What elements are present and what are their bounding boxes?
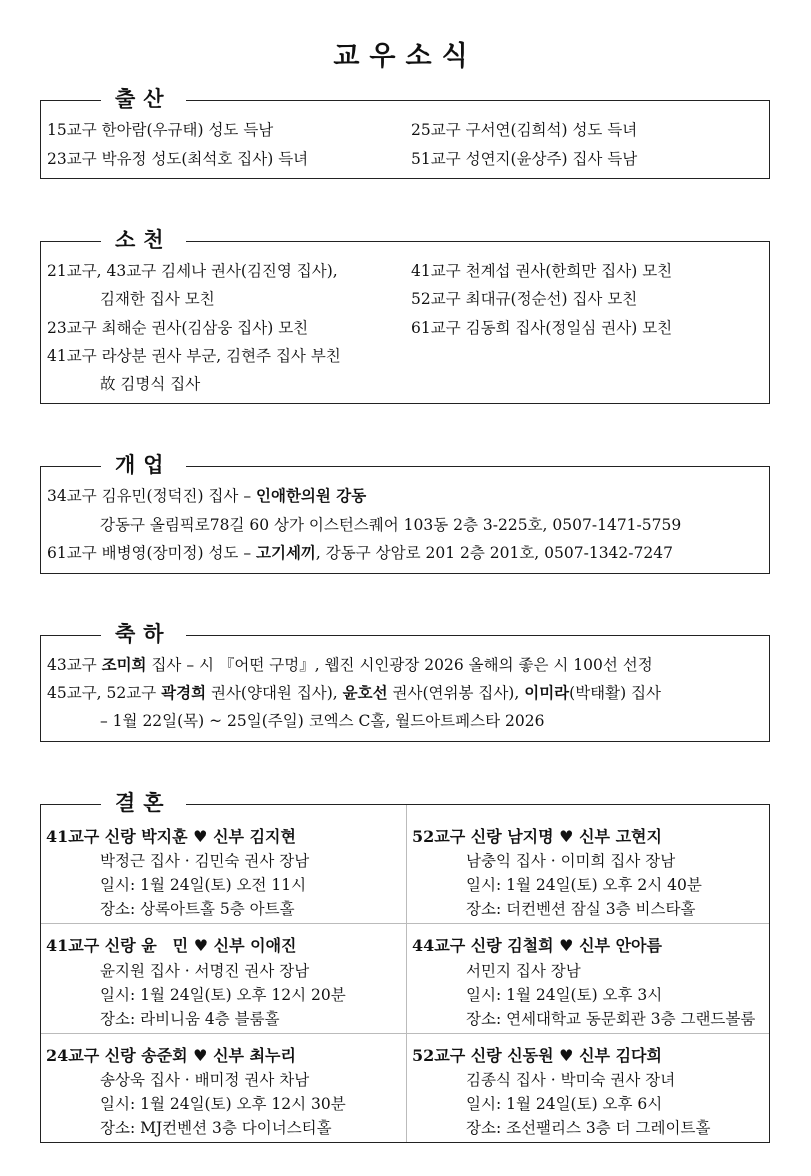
wedding-couple: 41교구 신랑 윤 민 ♥ 신부 이애진: [46, 936, 297, 955]
wedding-place: 장소: 더컨벤션 잠실 3층 비스타홀: [466, 900, 696, 918]
wedding-card: [406, 923, 771, 1033]
wedding-card: [41, 805, 406, 923]
birth-item: 23교구 박유정 성도(최석호 집사) 득녀: [47, 150, 309, 168]
wedding-parents: 윤지원 집사 · 서명진 권사 장남: [100, 962, 310, 980]
wedding-place: 장소: 조선팰리스 3층 더 그레이트홀: [466, 1119, 711, 1137]
wedding-couple: 24교구 신랑 송준회 ♥ 신부 최누리: [46, 1046, 296, 1065]
wedding-place: 장소: MJ컨벤션 3층 다이너스티홀: [100, 1119, 332, 1137]
funeral-item: 52교구 최대규(정순선) 집사 모친: [411, 290, 638, 308]
congrats-line: [47, 655, 653, 675]
wedding-parents: 남충익 집사 · 이미희 집사 장남: [466, 852, 676, 870]
opening-address: 강동구 올림픽로78길 60 상가 이스턴스퀘어 103동 2층 3-225호, 0507-1471-5759: [100, 516, 682, 534]
congrats-text: 권사(양대원 집사),: [206, 684, 343, 702]
birth-section: [40, 86, 770, 179]
funeral-heading: 소천: [101, 226, 186, 254]
wedding-card: [41, 923, 406, 1033]
wedding-parents: 박정근 집사 · 김민숙 권사 장남: [100, 852, 310, 870]
congrats-line: [47, 683, 661, 703]
congrats-name: 이미라: [524, 683, 570, 702]
funeral-item: 23교구 최해순 권사(김삼웅 집사) 모친: [47, 319, 309, 337]
congrats-name: 곽경희: [161, 683, 207, 702]
wedding-date: 일시: 1월 24일(토) 오후 6시: [466, 1095, 663, 1113]
wedding-place: 장소: 연세대학교 동문회관 3층 그랜드볼룸: [466, 1010, 756, 1028]
wedding-date: 일시: 1월 24일(토) 오후 12시 20분: [100, 986, 346, 1004]
congrats-section: [40, 621, 770, 742]
birth-heading: 출산: [101, 85, 186, 113]
wedding-couple: 52교구 신랑 신동원 ♥ 신부 김다희: [412, 1046, 662, 1065]
congrats-text: (박태활) 집사: [569, 684, 662, 702]
congrats-heading: 축하: [101, 620, 186, 648]
congrats-text: 집사 – 시 『어떤 구멍』, 웹진 시인광장 2026 올해의 좋은 시 100선 선정: [146, 656, 653, 674]
congrats-name: 윤호선: [342, 683, 388, 702]
opening-text: , 강동구 상암로 201 2층 201호, 0507-1342-7247: [315, 544, 673, 562]
funeral-item: 故 김명식 집사: [100, 375, 201, 393]
opening-section: [40, 452, 770, 574]
congrats-text: 권사(연위봉 집사),: [387, 684, 525, 702]
congrats-line: – 1월 22일(목) ~ 25일(주일) 코엑스 C홀, 월드아트페스타 2026: [100, 712, 545, 730]
funeral-item: 41교구 천계섭 권사(한희만 집사) 모친: [411, 262, 673, 280]
funeral-item: 21교구, 43교구 김세나 권사(김진영 집사),: [47, 262, 338, 280]
wedding-couple: 44교구 신랑 김철희 ♥ 신부 안아름: [412, 936, 662, 955]
wedding-couple: 41교구 신랑 박지훈 ♥ 신부 김지현: [46, 827, 296, 846]
wedding-parents: 서민지 집사 장남: [466, 962, 581, 980]
wedding-date: 일시: 1월 24일(토) 오후 12시 30분: [100, 1095, 346, 1113]
congrats-text: 43교구: [47, 656, 102, 674]
congrats-text: 45교구, 52교구: [47, 684, 162, 702]
opening-text: 61교구 배병영(장미정) 성도 –: [47, 544, 257, 562]
business-name: 인애한의원 강동: [256, 486, 367, 505]
funeral-item: 김재한 집사 모친: [100, 290, 215, 308]
wedding-place: 장소: 라비니움 4층 블룸홀: [100, 1010, 280, 1028]
birth-item: 51교구 성연지(윤상주) 집사 득남: [411, 150, 638, 168]
funeral-item: 41교구 라상분 권사 부군, 김현주 집사 부친: [47, 347, 341, 365]
business-name: 고기세끼: [256, 543, 316, 562]
wedding-heading: 결혼: [101, 789, 186, 817]
wedding-date: 일시: 1월 24일(토) 오전 11시: [100, 876, 307, 894]
page-title: 교우소식: [333, 41, 478, 72]
birth-item: 25교구 구서연(김희석) 성도 득녀: [411, 121, 638, 139]
opening-line: [47, 543, 673, 563]
opening-line: [47, 486, 366, 506]
congrats-name: 조미희: [101, 655, 147, 674]
opening-heading: 개업: [101, 451, 186, 479]
funeral-item: 61교구 김동희 집사(정일심 권사) 모친: [411, 319, 673, 337]
wedding-couple: 52교구 신랑 남지명 ♥ 신부 고현지: [412, 827, 662, 846]
wedding-place: 장소: 상록아트홀 5층 아트홀: [100, 900, 295, 918]
wedding-parents: 송상욱 집사 · 배미정 권사 차남: [100, 1071, 310, 1089]
wedding-parents: 김종식 집사 · 박미숙 권사 장녀: [466, 1071, 676, 1089]
wedding-card: [406, 805, 771, 923]
funeral-section: [40, 227, 770, 404]
wedding-date: 일시: 1월 24일(토) 오후 3시: [466, 986, 663, 1004]
birth-item: 15교구 한아람(우규태) 성도 득남: [47, 121, 274, 139]
wedding-card: [406, 1033, 771, 1143]
wedding-date: 일시: 1월 24일(토) 오후 2시 40분: [466, 876, 702, 894]
opening-text: 34교구 김유민(정덕진) 집사 –: [47, 487, 257, 505]
wedding-section: [40, 790, 770, 1143]
wedding-card: [41, 1033, 406, 1143]
